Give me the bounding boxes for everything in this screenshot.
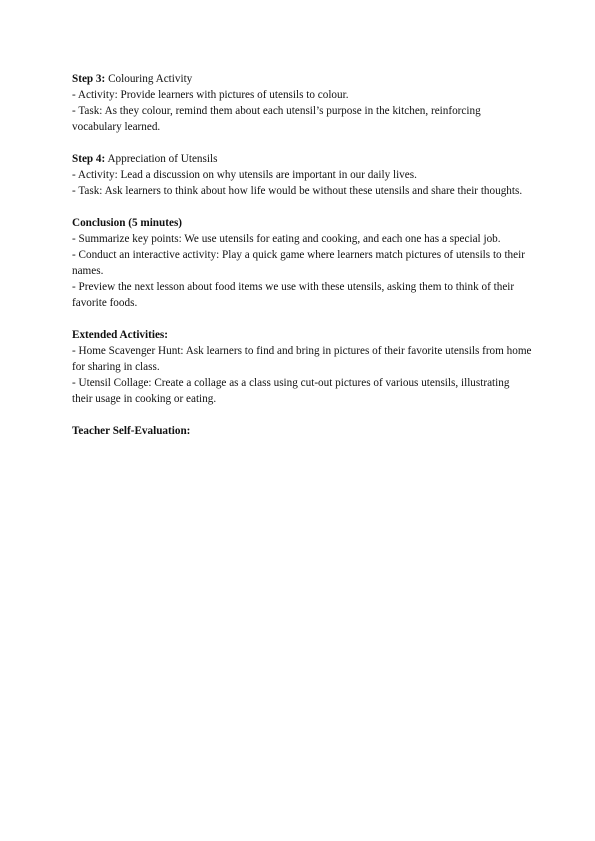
conclusion-heading: Conclusion (5 minutes) — [72, 217, 183, 229]
step-3-task: - Task: As they colour, remind them about each utensil’s purpose in the kitchen, reinforcing vocabulary learned. — [72, 105, 481, 133]
self-evaluation-section — [72, 423, 532, 439]
extended-activity-item: - Utensil Collage: Create a collage as a class using cut-out pictures of various utensils, illustrating their usage in cooking or eating. — [72, 377, 510, 405]
self-evaluation-heading: Teacher Self-Evaluation: — [72, 425, 191, 437]
conclusion-item: - Summarize key points: We use utensils for eating and cooking, and each one has a special job. — [72, 233, 501, 245]
step-4-activity: - Activity: Lead a discussion on why utensils are important in our daily lives. — [72, 169, 417, 181]
extended-activities-section — [72, 327, 532, 407]
step-3-activity: - Activity: Provide learners with pictures of utensils to colour. — [72, 89, 349, 101]
extended-activities-heading: Extended Activities: — [72, 329, 169, 341]
conclusion-section — [72, 215, 532, 311]
step-4-task: - Task: Ask learners to think about how life would be without these utensils and share their thoughts. — [72, 185, 523, 197]
conclusion-item: - Preview the next lesson about food items we use with these utensils, asking them to think of their favorite foods. — [72, 281, 515, 309]
step-4-section — [72, 151, 532, 199]
step-3-heading — [72, 71, 532, 87]
step-3-section — [72, 71, 532, 135]
step-3-label: Step 3: — [72, 73, 106, 85]
conclusion-item: - Conduct an interactive activity: Play a quick game where learners match pictures of utensils to their names. — [72, 249, 525, 277]
step-4-heading — [72, 151, 532, 167]
document-page — [72, 71, 532, 455]
step-4-title: Appreciation of Utensils — [105, 153, 218, 165]
step-3-title: Colouring Activity — [105, 73, 193, 85]
step-4-label: Step 4: — [72, 153, 106, 165]
extended-activity-item: - Home Scavenger Hunt: Ask learners to find and bring in pictures of their favorite utensils from home for sharing in class. — [72, 345, 532, 373]
